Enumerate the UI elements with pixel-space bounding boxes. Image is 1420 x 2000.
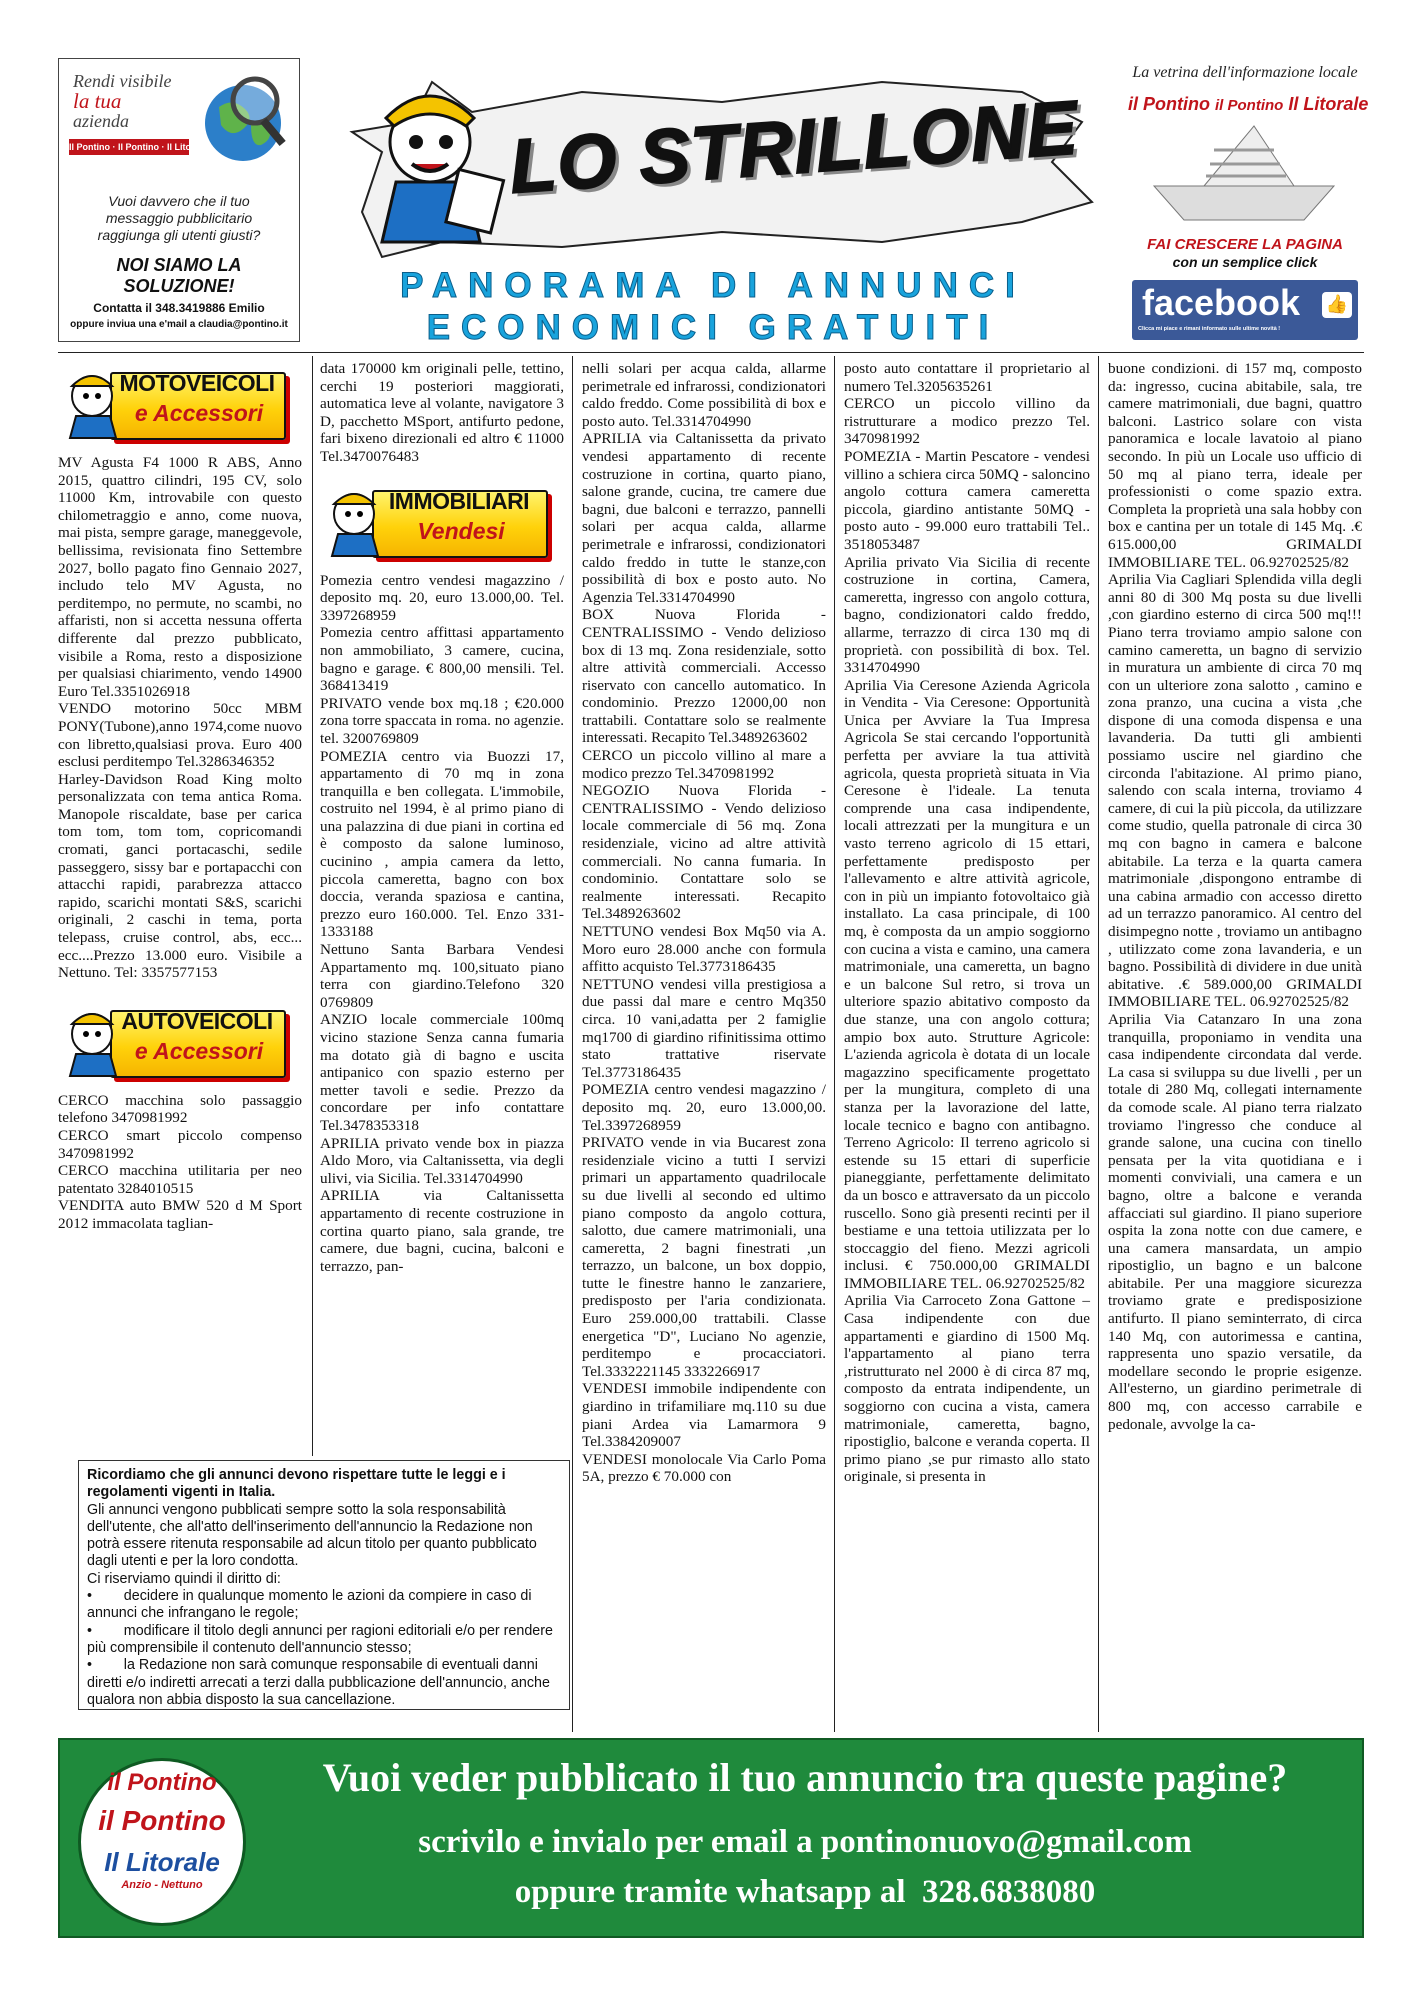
- masthead-subtitle-2: ECONOMICI GRATUITI: [426, 308, 1000, 347]
- listing: posto auto contattare il proprietario al numero Tel.3205635261: [844, 360, 1090, 395]
- ad-cta-1: FAI CRESCERE LA PAGINA: [1147, 236, 1343, 253]
- listing: NETTUNO vendesi Box Mq50 via A. Moro euro 28.000 anche con formula affitto acquisto Tel.3773186435: [582, 923, 826, 976]
- section-title: AUTOVEICOLI: [121, 1007, 273, 1034]
- ad-line2: la tua: [73, 89, 122, 113]
- listing-mv-agusta: MV Agusta F4 1000 R ABS, Anno 2015, quattro cilindri, 195 CV, solo 11000 Km, introvabile con questo chilometraggio e anno, come nuova, mai pista, sempre garage, maneggevole, bellissima, revisionata fino Settembre 2027, bollo pagato fino Gennaio 2027, includo telo MV Agusta, no perditempo, no permute, no scambi, no affaristi, non si accetta nessuna offerta differente dal prezzo pubblicato, visibile a Roma, resto a disposizione per qualsiasi chiarimento, vendo 14900 Euro Tel.3351026918: [58, 454, 302, 700]
- notice-paragraph: Gli annunci vengono pubblicati sempre sotto la sola responsabilità dell'utente, che all'atto dell'inserimento dell'annuncio la Redazione non potrà essere ritenuta responsabile ad alcun titolo per quanto pubblicato dagli utenti e per la loro condotta.: [87, 1501, 537, 1570]
- notice-bullet-text: modificare il titolo degli annunci per ragioni editoriali e/o per rendere più comprensibile il contenuto dell'annuncio stesso;: [87, 1622, 553, 1656]
- masthead: [322, 62, 1104, 347]
- listing: Pomezia centro vendesi magazzino / deposito mq. 20, euro 13.000,00. Tel. 3397268959: [320, 571, 564, 624]
- listing: ANZIO locale commerciale 100mq vicino stazione Senza canna fumaria ma dotato già di bagno e uscita antipanico con spazio esterno per metter tavoli e sedie. Prezzo da concordare per info contattare Tel.3478353318: [320, 1011, 564, 1134]
- listing: PRIVATO vende in via Bucarest zona residenziale vicino a tutti I servizi primari un appartamento quadrilocale su due livelli al secondo ed ultimo piano composto da angolo cottura, salotto, due camere matrimoniali, una cameretta, 2 bagni finestrati ,un terrazzo, un balcone, un box doppio, tutte le finestre hanno le zanzariere, predisposto per l'aria condizionata. Euro 259.000,00 trattabili. Classe energetica "D", Luciano No agenzie, perditempo e procacciatori. Tel.3332221145 3332266917: [582, 1134, 826, 1380]
- listing: Pomezia centro affittasi appartamento non ammobiliato, 3 camere, cucina, bagno e garage. € 800,00 mensili. Tel. 368413419: [320, 624, 564, 695]
- listing: PRIVATO vende box mq.18 ; €20.000 zona torre spaccata in roma. no agenzie. tel. 3200769809: [320, 694, 564, 747]
- listing: APRILIA privato vende box in piazza Aldo Moro, via Caltanissetta, via degli ulivi, via Sicilia. Tel.3314704990: [320, 1134, 564, 1187]
- facebook-logo: facebook: [1142, 282, 1301, 323]
- column-divider-4: [1098, 356, 1099, 1732]
- listing: CERCO un piccolo villino al mare a modico prezzo Tel.3470981992: [582, 747, 826, 782]
- column-4: [844, 360, 1090, 1726]
- listing: Aprilia Via Cagliari Splendida villa degli anni 80 di 300 Mq posta su due livelli ,con giardino esterno di circa 500 mq!!! Piano terra troviamo ampio salone con camino cameretta, un bagno di servizio in muratura un ambiente di circa 70 mq con un ulteriore zona salotto , camino e zona pranzo, una cucina a vista ,che dispone di una comoda dispensa e una lavanderia. Da tutti gli ambienti possiamo uscire nel giardino che circonda l'abitazione. Al primo piano, salendo con scala interna, troviamo 4 camere, di cui la più piccola, da utilizzare come studio, quella patronale di circa 30 mq con bagno in camera e balcone abitabile. La terza e la quarta camera matrimoniale ,dispongono entrambe di una cabina armadio con accesso diretto ad un terrazzo panoramico. Al centro del disimpegno notte , troviamo un antibagno , utilizzato come zona lavanderia, e un bagno. Possibilità di dividere in due unità abitative. .€ 589.000,00 GRIMALDI IMMOBILIARE TEL. 06.92702525/82: [1108, 571, 1362, 1011]
- section-title: IMMOBILIARI: [388, 487, 530, 514]
- column-5: [1108, 360, 1362, 1726]
- column-divider-2: [572, 356, 573, 1732]
- section-badge-motoveicoli: [58, 366, 288, 442]
- listing: Aprilia Via Ceresone Azienda Agricola in Vendita - Via Ceresone: Opportunità Unica per Avviare la Tua Impresa Agricola Se stai cercando l'opportunità perfetta per avviare la tua attività agricola, questa proprietà situata in Via Ceresone è l'ideale. La tenuta comprende una casa indipendente, locali attrezzati per la mungitura e un vasto terreno agricolo di 15 ettari, perfettamente predisposto per l'allevamento e altre attività agricole, con in più un impianto fotovoltaico già installato. La casa principale, di 100 mq, è composta da un ampio soggiorno con cucina a vista e camino, una camera matrimoniale, una cameretta, un bagno e un balcone Sul retro, si trova un ulteriore spazio abitativo composto da due stanze, una con angolo cottura; ampio box auto. Strutture Agricole: L'azienda agricola è dotata di un locale magazzino specificamente progettato per la mungitura, completo di una stanza per la lavorazione del latte, locale tecnico e bagno con antibagno. Terreno Agricolo: Il terreno agricolo si estende su 15 ettari di superficie pianeggiante, perfettamente delimitato da un bosco e attraversato da un piccolo ruscello. Sono già presenti recinti per il bestiame e una tettoia utilizzata per lo stoccaggio del fieno. Mezzi agricoli inclusi. € 750.000,00 GRIMALDI IMMOBILIARE TEL. 06.92702525/82: [844, 676, 1090, 1292]
- masthead-subtitle-1: PANORAMA DI ANNUNCI: [400, 266, 1026, 305]
- column-divider-1: [312, 356, 313, 1456]
- legal-notice-box: [78, 1460, 570, 1710]
- listing: nelli solari per acqua calda, allarme perimetrale ed infrarossi, condizionatori caldo freddo. Come possibilità di box e posto auto. Tel.3314704990: [582, 360, 826, 430]
- newsboy-mascot-icon: [356, 78, 506, 268]
- column-3: [582, 360, 826, 1726]
- left-advertisement[interactable]: [58, 58, 300, 342]
- banner-logo-1: il Pontino: [107, 1769, 217, 1796]
- section-title: MOTOVEICOLI: [119, 370, 275, 396]
- listing: Nettuno Santa Barbara Vendesi Appartamento mq. 100,situato piano terra con giardino.Telefono 320 0769809: [320, 941, 564, 1011]
- ad-cta-2: con un semplice click: [1172, 254, 1318, 270]
- listing-bmw-cont: data 170000 km originali pelle, tettino, cerchi 19 posteriori maggiorati, automatica leve al volante, navigatore 3 D, pacchetto MSport, antifurto pedone, fari bixeno direzionali ed altro € 11000 Tel.3470076483: [320, 360, 564, 465]
- ad-slogan: NOI SIAMO LA SOLUZIONE!: [116, 255, 242, 296]
- logo-pontino-1: Il Pontino: [69, 142, 110, 152]
- listing-auto-1: CERCO macchina solo passaggio telefono 3470981992: [58, 1091, 302, 1127]
- listing: BOX Nuova Florida - CENTRALISSIMO - Vendo delizioso box di 13 mq. Zona residenziale, sotto altre attività commerciali. Accesso riservato con cancello automatico. In condominio. Prezzo 12000,00 non trattabili. Contattare solo se realmente interessati. Recapito Tel.3489263602: [582, 606, 826, 747]
- listing: Aprilia Via Carroceto Zona Gattone – Casa indipendente con due appartamenti e giardino di 1500 Mq. l'appartamento al piano terra ,ristrutturato nel 2000 è di circa 87 mq, composto da entrata indipendente, un soggiorno con cucina a vista, camera matrimoniale, cameretta, bagno, ripostiglio, balcone e veranda coperta. Il primo piano ,se pur rimasto allo stato originale, si presenta in: [844, 1292, 1090, 1486]
- facebook-button[interactable]: [1132, 280, 1358, 340]
- notice-bold-lead: Ricordiamo che gli annunci devono rispettare tutte le leggi e i regolamenti vigenti in Italia.: [87, 1467, 506, 1501]
- listing-harley: Harley-Davidson Road King molto personalizzata con tema antica Roma. Manopole riscaldate, base per carica tom tom, tom tom, copricomandi cromati, ganci portacaschi, sedile passeggero, sissy bar e portapacchi con attacchi rapidi, parabrezza attacco rapido, scarichi montati S&S, scarichi originali, 2 caschi in tema, porta telepass, cruise control, abs, ecc... ecc....Prezzo 13.000 euro. Visibile a Nettuno. Tel: 3357577153: [58, 770, 302, 982]
- notice-intro: Ci riserviamo quindi il diritto di:: [87, 1570, 281, 1587]
- bottom-banner[interactable]: [58, 1738, 1364, 1938]
- listing: NETTUNO vendesi villa prestigiosa a due passi dal mare e centro Mq350 circa. 10 vani,adatta per 2 famiglie mq1700 di giardino rifinitissima ottimo stato trattative riservate Tel.3773186435: [582, 975, 826, 1081]
- column-divider-3: [834, 356, 835, 1732]
- logo-pontino-a: il Pontino: [1128, 94, 1210, 114]
- paper-boat-icon: [1144, 120, 1344, 228]
- header-rule: [58, 352, 1364, 353]
- banner-logo-4: Anzio - Nettuno: [121, 1879, 203, 1891]
- listing: POMEZIA centro via Buozzi 17, appartamento di 70 mq in zona tranquilla e ben collegata. L'immobile, costruito nel 1994, è al primo piano di una palazzina di due piani in cortina ed è composto da salone luminoso, cucinino , ampia camera da letto, piccola cameretta, bagno con box doccia, veranda spaziosa e cantina, prezzo euro 160.000. Tel. Enzo 331-1333188: [320, 747, 564, 941]
- listing-auto-2: CERCO smart piccolo compenso 3470981992: [58, 1127, 302, 1162]
- logo-litorale: Il Litorale: [167, 142, 208, 152]
- notice-bullet: • decidere in qualunque momento le azioni da compiere in caso di annunci che infrangano le regole;: [87, 1588, 532, 1622]
- listing: Aprilia Via Catanzaro In una zona tranquilla, proponiamo in vendita una casa indipendente circondata dal verde. La casa si sviluppa su due livelli , per un totale di 280 Mq, collegati internamente da comode scale. Al piano terra rialzato troviamo l'ingresso che conduce al grande salone, una cucina con tinello pensata per la vita quotidiana e i momenti conviviali, una camera e un bagno, oltre a balcone e veranda affacciati sul giardino. Il piano superiore ospita la zona notte con due camere, e una camera mansardata, un ampio ripostiglio, un bagno e un balcone abitabile. Per una maggiore sicurezza troviamo grate e predisposizione antifurto. Il piano seminterrato, di circa 140 Mq, con autorimessa e cantina, rappresenta uno spazio versatile, da modellare secondo le proprie esigenze. All'esterno, un giardino perimetrale di 800 mq, con accesso carrabile e pedonale, avvolge la ca-: [1108, 1010, 1362, 1433]
- right-advertisement[interactable]: [1124, 58, 1369, 348]
- banner-whatsapp-line[interactable]: oppure tramite whatsapp al 328.6838080: [514, 1874, 1096, 1910]
- notice-bullet: • modificare il titolo degli annunci per ragioni editoriali e/o per rendere più comprensibile il contenuto dell'annuncio stesso;: [87, 1622, 553, 1656]
- listing: Aprilia privato Via Sicilia di recente costruzione in cortina, Camera, cameretta, ingresso con angolo cottura, bagno, condizionatori caldo freddo, allarme, terrazzo di circa 130 mq di proprietà. con possibilità di box. Tel. 3314704990: [844, 553, 1090, 677]
- listing-motorino: VENDO motorino 50cc MBM PONY(Tubone),anno 1974,come nuovo con libretto,qualsiasi prova. Euro 400 esclusi perditempo Tel.3286346352: [58, 700, 302, 771]
- masthead-title: LO STRILLONE: [507, 85, 1081, 210]
- logo-litorale-b: Il Litorale: [1288, 94, 1369, 114]
- listing: buone condizioni. di 157 mq, composto da: ingresso, cucina abitabile, sala, tre camere matrimoniali, due bagni, quattro balconi. Lastrico solare con vista panoramica e locale lavatoio al piano secondo. In più un Locale uso ufficio di 50 mq al piano terra, ideale per professionisti o come spazio extra. Completa la proprietà una sala hobby con box e cantina per un totale di 145 Mq. .€ 615.000,00 GRIMALDI IMMOBILIARE TEL. 06.92702525/82: [1108, 360, 1362, 571]
- ad-contact-email: oppure inviua una e'mail a claudia@pontino.it: [70, 319, 288, 330]
- listing: VENDESI immobile indipendente con giardino in trifamiliare mq.110 su due piani Ardea via Lamarmora 9 Tel.3384209007: [582, 1380, 826, 1451]
- notice-bullet-text: decidere in qualunque momento le azioni da compiere in caso di annunci che infrangano le regole;: [87, 1588, 532, 1622]
- notice-bullet-text: la Redazione non sarà comunque responsabile di eventuali danni diretti e/o indiretti arrecati a terzi dalla pubblicazione dell'annuncio, anche qualora non abbia disposto la sua cancellazione.: [87, 1657, 550, 1708]
- section-subtitle: e Accessori: [134, 1037, 264, 1064]
- section-subtitle: Vendesi: [417, 517, 505, 544]
- column-1: [58, 360, 302, 1450]
- listing: POMEZIA centro vendesi magazzino / deposito mq. 20, euro 13.000,00. Tel.3397268959: [582, 1081, 826, 1134]
- banner-logo-3: Il Litorale: [104, 1847, 220, 1877]
- banner-logo-badge: [78, 1758, 246, 1926]
- like-thumb-icon: 👍: [1322, 292, 1352, 318]
- facebook-small-text: Clicca mi piace e rimani informato sulle ultime novità !: [1138, 326, 1281, 332]
- globe-magnifier-icon: [189, 67, 293, 171]
- section-subtitle: e Accessori: [134, 400, 264, 426]
- column-2: [320, 360, 564, 1450]
- listing-auto-3: CERCO macchina utilitaria per neo patentato 3284010515: [58, 1162, 302, 1197]
- section-badge-immobiliari: [320, 484, 550, 560]
- ad-line1: Rendi visibile: [73, 71, 172, 91]
- ad-line3: azienda: [73, 111, 129, 131]
- ad-question: Vuoi davvero che il tuo messaggio pubblicitario raggiunga gli utenti giusti?: [97, 193, 261, 243]
- banner-headline: Vuoi veder pubblicato il tuo annuncio tra queste pagine?: [322, 1755, 1288, 1800]
- listing: VENDESI monolocale Via Carlo Poma 5A, prezzo € 70.000 con: [582, 1450, 826, 1486]
- banner-logo-2: il Pontino: [98, 1805, 226, 1836]
- notice-bullet: • la Redazione non sarà comunque responsabile di eventuali danni diretti e/o indiretti arrecati a terzi dalla pubblicazione dell'annuncio, anche qualora non abbia disposto la sua cancellazione.: [87, 1657, 550, 1708]
- listing: POMEZIA - Martin Pescatore - vendesi villino a schiera circa 50MQ - saloncino angolo cottura camera cameretta piccola, giardino antistante 50MQ - posto auto - 99.000 euro trattabili Tel.. 3518053487: [844, 447, 1090, 553]
- listing: CERCO un piccolo villino da ristrutturare a modico prezzo Tel. 3470981992: [844, 395, 1090, 448]
- ad-contact-phone: Contatta il 348.3419886 Emilio: [93, 301, 265, 315]
- logo-pontino-2: Il Pontino: [118, 142, 159, 152]
- listing: APRILIA via Caltanissetta appartamento di recente costruzione in cortina quarto piano, sala grande, tre camere, due bagni, cucina, balconi e terrazzo, pan-: [320, 1187, 564, 1275]
- ad-tagline: La vetrina dell'informazione locale: [1132, 64, 1358, 81]
- listing: NEGOZIO Nuova Florida - CENTRALISSIMO - Vendo delizioso locale commerciale di 56 mq. Zona residenziale, vicino ad altre attività commerciali. No canna fumaria. In condominio. Contattare solo se realmente interessati. Recapito Tel.3489263602: [582, 782, 826, 923]
- banner-email-line[interactable]: scrivilo e invialo per email a pontinonuovo@gmail.com: [418, 1824, 1192, 1860]
- ad-logos-row: [1128, 94, 1369, 118]
- logo-pontino-b: il Pontino: [1215, 97, 1284, 114]
- listing-auto-4: VENDITA auto BMW 520 d M Sport 2012 immacolata taglian-: [58, 1197, 302, 1232]
- listing: APRILIA via Caltanissetta da privato vendesi appartamento di recente costruzione in cortina, quarto piano, salone grande, cucina, tre camere due bagni, due balconi e terrazzo, pannelli solari per acqua calda, allarme perimetrale e infrarossi, condizionatori caldo freddo in tutte le stanze,con possibilità di box e posto auto. No Agenzia Tel.3314704990: [582, 430, 826, 606]
- ad-logo-strip: Il Pontino · Il Pontino · Il Litorale: [69, 139, 189, 155]
- section-badge-autoveicoli: [58, 1004, 288, 1080]
